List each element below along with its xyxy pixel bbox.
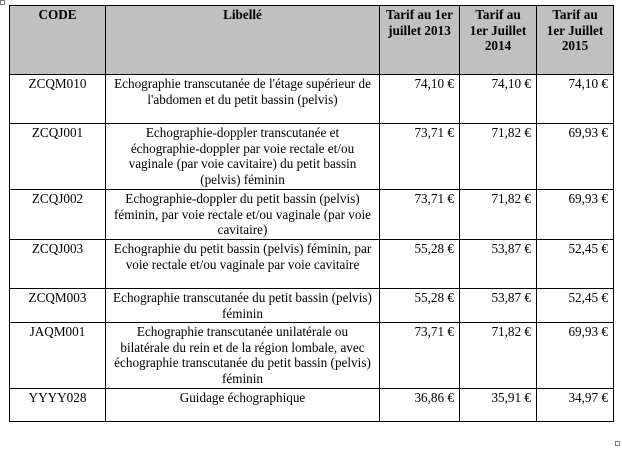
table-resize-handle[interactable]: [615, 441, 620, 446]
cell-tarif-2013: 73,71 €: [380, 190, 460, 240]
cell-tarif-2013: 73,71 €: [380, 124, 460, 190]
header-tarif-2014: Tarif au 1er Juillet 2014: [460, 6, 537, 75]
table-row: [10, 323, 614, 388]
cell-tarif-2013: 73,71 €: [380, 323, 460, 388]
tarifs-table: [9, 5, 614, 422]
cell-tarif-2015: 52,45 €: [537, 289, 614, 323]
cell-code: ZCQJ001: [10, 124, 106, 190]
cell-tarif-2014: 71,82 €: [460, 124, 537, 190]
header-tarif-2015: Tarif au 1er Juillet 2015: [537, 6, 614, 75]
table-header-row: [10, 6, 614, 75]
table-row: [10, 289, 614, 323]
cell-tarif-2015: 69,93 €: [537, 124, 614, 190]
cell-tarif-2014: 74,10 €: [460, 75, 537, 124]
cell-libelle: Guidage échographique: [106, 388, 380, 421]
cell-tarif-2015: 34,97 €: [537, 388, 614, 421]
table-row: [10, 124, 614, 190]
cell-code: JAQM001: [10, 323, 106, 388]
cell-code: ZCQJ002: [10, 190, 106, 240]
header-libelle: Libellé: [106, 6, 380, 75]
header-code: CODE: [10, 6, 106, 75]
cell-tarif-2013: 36,86 €: [380, 388, 460, 421]
cell-code: ZCQJ003: [10, 240, 106, 289]
cell-tarif-2014: 53,87 €: [460, 289, 537, 323]
cell-tarif-2013: 55,28 €: [380, 289, 460, 323]
table-move-handle[interactable]: [0, 0, 5, 5]
table-row: [10, 75, 614, 124]
cell-tarif-2014: 71,82 €: [460, 190, 537, 240]
table-row: [10, 240, 614, 289]
cell-tarif-2015: 69,93 €: [537, 323, 614, 388]
cell-tarif-2015: 69,93 €: [537, 190, 614, 240]
cell-libelle: Echographie du petit bassin (pelvis) féminin, par voie rectale et/ou vaginale par voie cavitaire: [106, 240, 380, 289]
cell-libelle: Echographie transcutanée unilatérale ou bilatérale du rein et de la région lombale, avec échographie transcutanée du petit bassin (pelvis) féminin: [106, 323, 380, 388]
cell-libelle: Echographie-doppler du petit bassin (pelvis) féminin, par voie rectale et/ou vaginale (par voie cavitaire): [106, 190, 380, 240]
cell-tarif-2013: 55,28 €: [380, 240, 460, 289]
cell-tarif-2014: 71,82 €: [460, 323, 537, 388]
cell-tarif-2015: 52,45 €: [537, 240, 614, 289]
cell-libelle: Echographie-doppler transcutanée et échographie-doppler par voie rectale et/ou vaginale (par voie cavitaire) du petit bassin (pelvis) féminin: [106, 124, 380, 190]
cell-tarif-2014: 53,87 €: [460, 240, 537, 289]
table-row: [10, 388, 614, 421]
cell-code: ZCQM010: [10, 75, 106, 124]
cell-tarif-2014: 35,91 €: [460, 388, 537, 421]
cell-tarif-2013: 74,10 €: [380, 75, 460, 124]
table-row: [10, 190, 614, 240]
cell-tarif-2015: 74,10 €: [537, 75, 614, 124]
cell-code: ZCQM003: [10, 289, 106, 323]
cell-libelle: Echographie transcutanée de l'étage supérieur de l'abdomen et du petit bassin (pelvis): [106, 75, 380, 124]
header-tarif-2013: Tarif au 1er juillet 2013: [380, 6, 460, 75]
cell-code: YYYY028: [10, 388, 106, 421]
cell-libelle: Echographie transcutanée du petit bassin (pelvis) féminin: [106, 289, 380, 323]
